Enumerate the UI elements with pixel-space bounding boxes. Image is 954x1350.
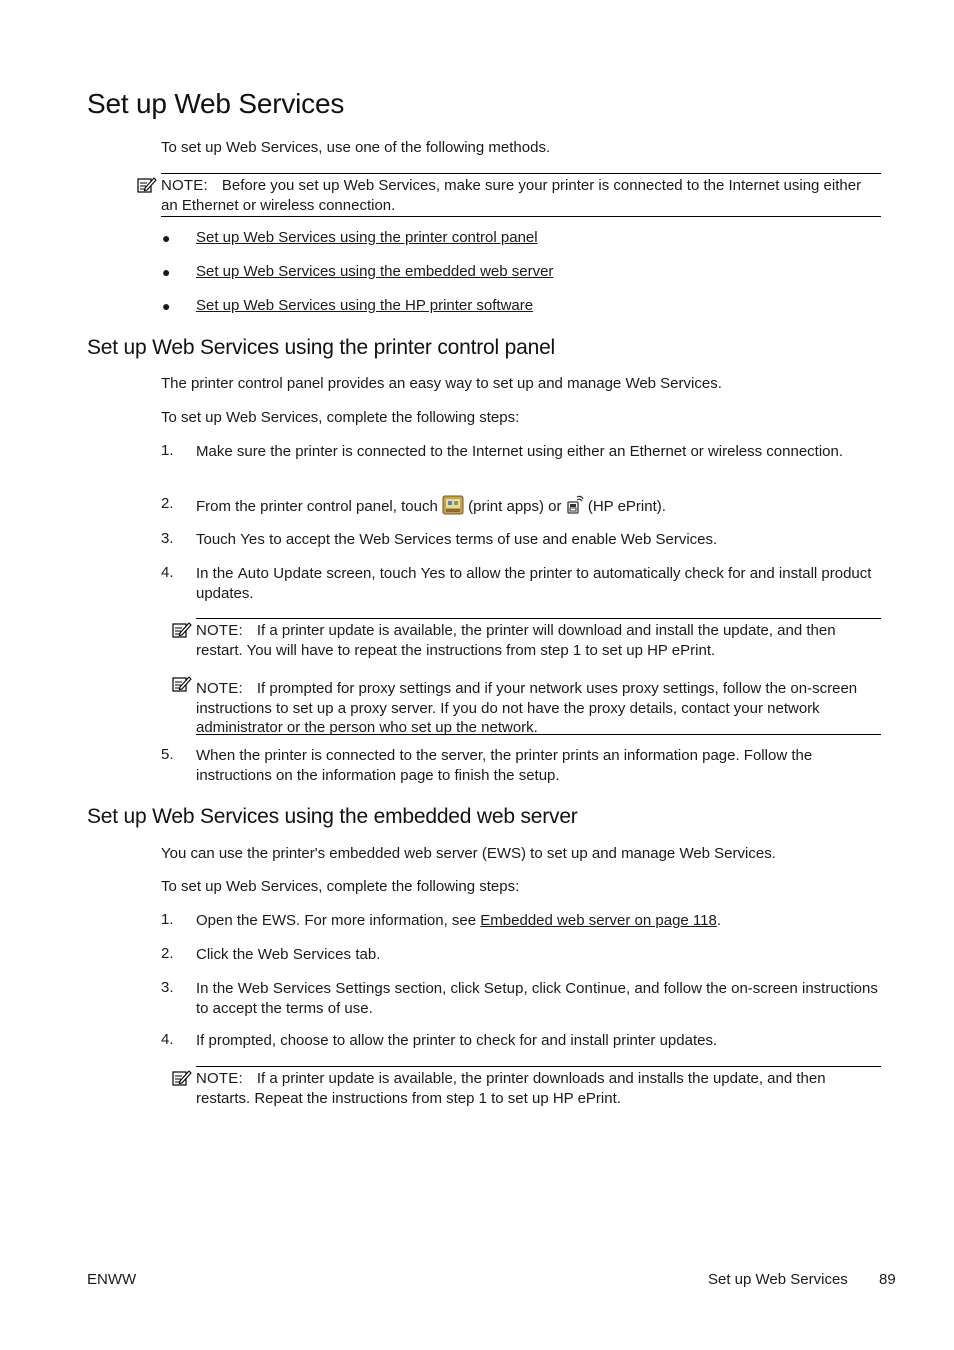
note-text: If a printer update is available, the printer will download and install the update, and then restart. You will have to repeat the instructions from step 1 to set up HP ePrint.: [196, 622, 836, 659]
ews-step-1: [196, 911, 881, 931]
step-2-text-b: (print apps) or: [468, 498, 562, 515]
section2-paragraph: You can use the printer's embedded web server (EWS) to set up and manage Web Services.: [161, 845, 776, 862]
step-number: 4.: [161, 564, 174, 581]
note-pencil-icon: [137, 176, 157, 194]
step-number: 4.: [161, 1031, 174, 1048]
step-number: 2.: [161, 495, 174, 512]
section2-steps-intro: To set up Web Services, complete the following steps:: [161, 878, 520, 895]
footer-section-title: Set up Web Services: [708, 1271, 848, 1288]
step-2: [196, 495, 881, 517]
ui-yes-label: Yes: [240, 531, 265, 548]
step-2-text-c: (HP ePrint).: [587, 498, 666, 515]
step-number: 1.: [161, 911, 174, 928]
step-number: 1.: [161, 442, 174, 459]
section1-paragraph: The printer control panel provides an easy way to set up and manage Web Services.: [161, 375, 722, 392]
step-number: 3.: [161, 979, 174, 996]
note-group: [196, 618, 881, 735]
section-heading-embedded-web-server: Set up Web Services using the embedded web server: [87, 805, 578, 828]
step-4-text-c: to allow the printer to automatically check for and install product updates.: [196, 565, 872, 602]
step-3: [196, 530, 881, 550]
bullet-icon: ●: [162, 298, 171, 314]
step-4-text-a: In the: [196, 565, 234, 582]
page-number: 89: [879, 1271, 896, 1288]
link-printer-control-panel[interactable]: Set up Web Services using the printer control panel: [196, 229, 538, 246]
note-pencil-icon: [172, 1069, 192, 1087]
ews-step-2: [196, 945, 881, 965]
ews-step-4: If prompted, choose to allow the printer to check for and install printer updates.: [196, 1032, 718, 1049]
step-3-text-b: to accept the Web Services terms of use and enable Web Services.: [269, 531, 718, 548]
ui-yes-label: Yes: [420, 565, 446, 582]
step-number: 3.: [161, 530, 174, 547]
ui-continue-label: Continue: [565, 980, 627, 997]
link-embedded-web-server[interactable]: Set up Web Services using the embedded web server: [196, 263, 554, 280]
note-box: [196, 1066, 881, 1111]
ews-step-3: [196, 979, 881, 1018]
step-5: When the printer is connected to the server, the printer prints an information page. Follow the instructions on the information page to finish the setup.: [196, 747, 813, 784]
bullet-icon: ●: [162, 264, 171, 280]
note-text: If a printer update is available, the printer downloads and installs the update, and then restarts. Repeat the instructions from step 1 to set up HP ePrint.: [196, 1070, 826, 1107]
note-text: Before you set up Web Services, make sure your printer is connected to the Internet using either an Ethernet or wireless connection.: [161, 177, 862, 214]
ui-setup-label: Setup: [483, 980, 524, 997]
note-pencil-icon: [172, 621, 192, 639]
section1-steps-intro: To set up Web Services, complete the following steps:: [161, 409, 520, 426]
footer-left: ENWW: [87, 1271, 137, 1288]
link-embedded-web-server-page[interactable]: Embedded web server on page 118: [480, 912, 717, 929]
print-apps-icon: [442, 495, 464, 515]
ews-step-3-text-b: section, click: [394, 980, 480, 997]
bullet-icon: ●: [162, 230, 171, 246]
ews-step-2-text-b: tab.: [355, 946, 381, 963]
note-box: [161, 173, 881, 217]
link-hp-printer-software[interactable]: Set up Web Services using the HP printer software: [196, 297, 534, 314]
step-number: 5.: [161, 746, 174, 763]
ews-step-3-text-a: In the: [196, 980, 234, 997]
ui-web-services-settings-label: Web Services Settings: [237, 980, 391, 997]
step-2-text-a: From the printer control panel, touch: [196, 498, 438, 515]
note-text: If prompted for proxy settings and if your network uses proxy settings, follow the on-screen instructions to set up a proxy server. If you do not have the proxy details, contact your network administrator or the person who set up the network.: [196, 680, 858, 736]
step-4: [196, 564, 881, 603]
ews-step-3-text-c: , click: [523, 980, 562, 997]
step-4-text-b: screen, touch: [326, 565, 417, 582]
note-label: NOTE:: [161, 177, 208, 194]
intro-text: To set up Web Services, use one of the following methods.: [161, 139, 551, 156]
note-label: NOTE:: [196, 680, 243, 697]
ui-web-services-tab-label: Web Services: [257, 946, 352, 963]
section-heading-control-panel: Set up Web Services using the printer control panel: [87, 336, 556, 359]
page-title: Set up Web Services: [87, 88, 345, 119]
step-1: Make sure the printer is connected to the Internet using either an Ethernet or wireless connection.: [196, 443, 844, 460]
note-pencil-icon: [172, 675, 192, 693]
hp-eprint-icon: [566, 495, 584, 515]
period: .: [716, 912, 722, 929]
ui-auto-update-label: Auto Update: [237, 565, 323, 582]
ews-step-3-text-d: , and follow the on-screen instructions to accept the terms of use.: [196, 980, 878, 1017]
note-label: NOTE:: [196, 622, 243, 639]
step-3-text-a: Touch: [196, 531, 237, 548]
note-label: NOTE:: [196, 1070, 243, 1087]
ews-step-2-text-a: Click the: [196, 946, 254, 963]
ews-step-1-text: Open the EWS. For more information, see: [196, 912, 477, 929]
step-number: 2.: [161, 945, 174, 962]
